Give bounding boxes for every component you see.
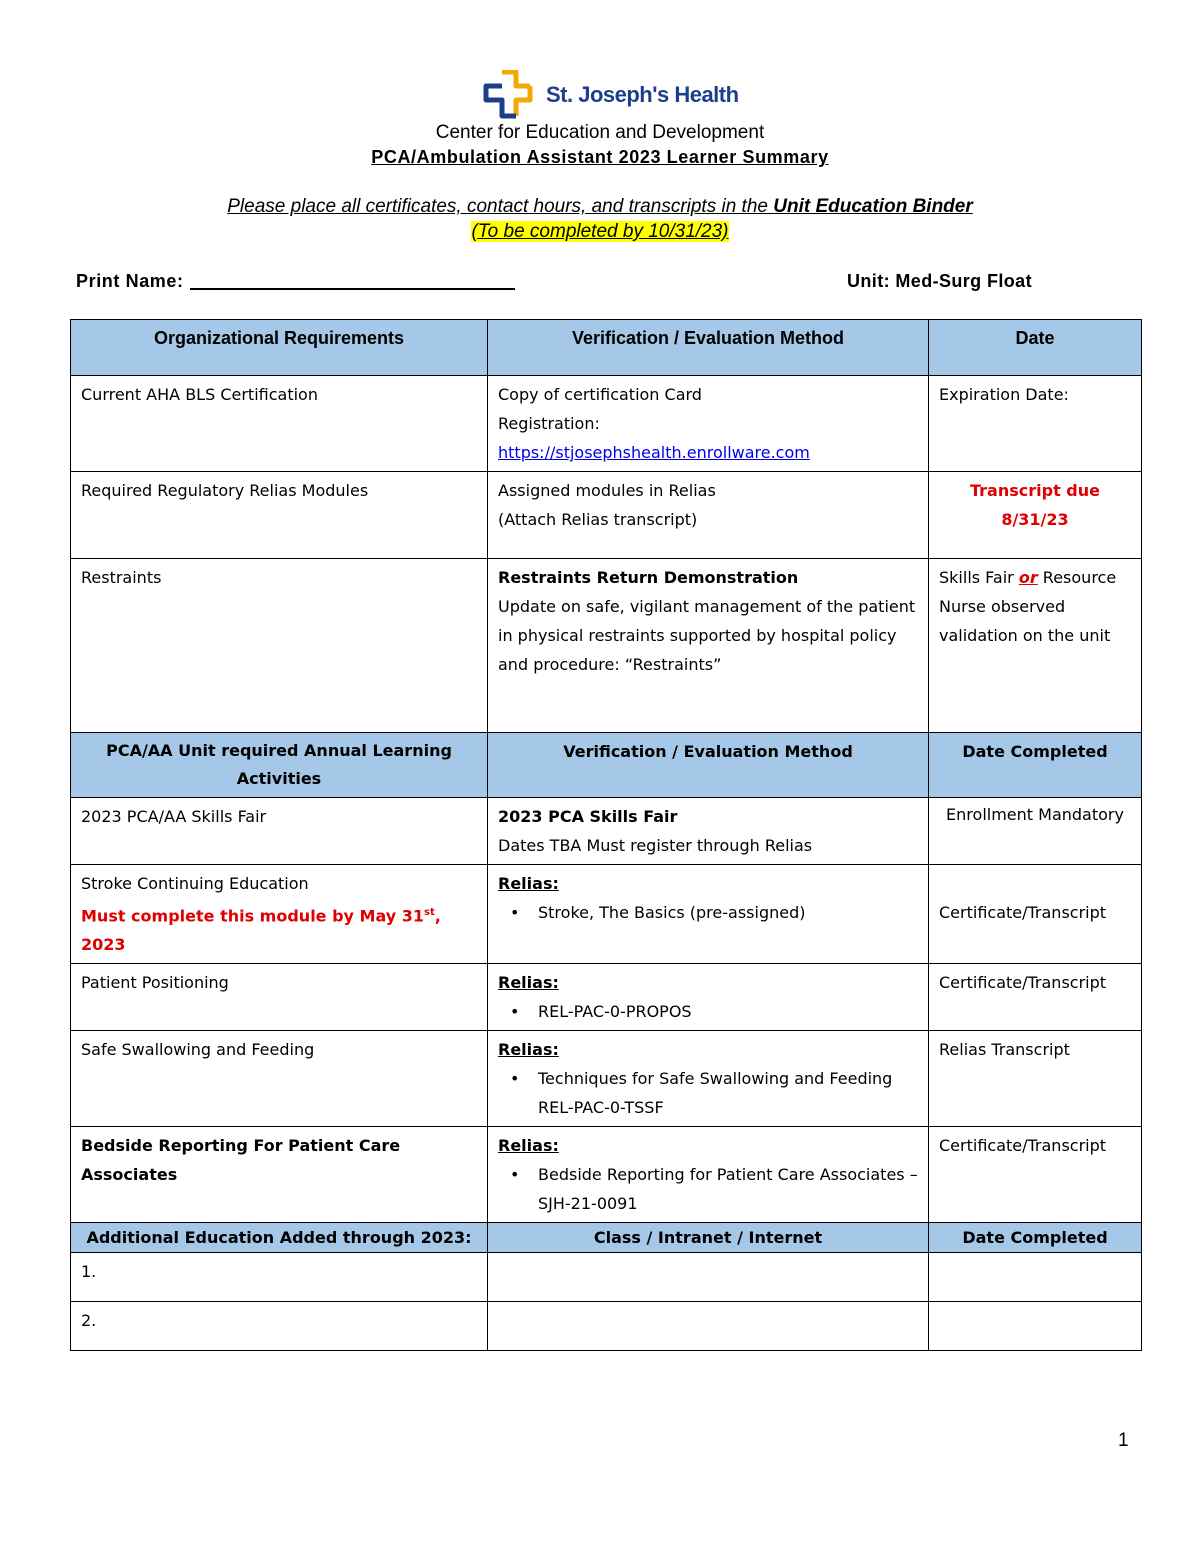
instruction-bold: Unit Education Binder: [773, 196, 973, 217]
relias-label: Relias:: [498, 973, 559, 993]
or-emphasis: or: [1018, 568, 1038, 587]
verification-title: Restraints Return Demonstration: [498, 568, 799, 587]
header-cell: Date: [929, 320, 1142, 376]
header-cell: Verification / Evaluation Method: [488, 320, 929, 376]
verification-cell: [488, 376, 929, 472]
activity-cell: Safe Swallowing and Feeding: [71, 1031, 488, 1127]
deadline-text: (To be completed by 10/31/23): [471, 221, 729, 242]
deadline-note: [81, 898, 477, 959]
verification-cell: [488, 472, 929, 559]
transcript-due-label: Transcript due: [970, 481, 1100, 500]
print-name-blank[interactable]: [190, 272, 515, 290]
verification-cell: [488, 559, 929, 733]
header-cell: Organizational Requirements: [71, 320, 488, 376]
deadline-note-end: , 2023: [81, 906, 441, 955]
verification-line: Copy of certification Card: [498, 385, 702, 404]
deadline: [0, 221, 1200, 243]
date-completed-cell[interactable]: [929, 1253, 1142, 1302]
requirement-cell: Restraints: [71, 559, 488, 733]
deadline-note-sup: st: [424, 907, 435, 918]
verification-cell: [488, 1127, 929, 1223]
date-cell: Certificate/Transcript: [929, 1127, 1142, 1223]
date-cell: Enrollment Mandatory: [929, 798, 1142, 865]
verification-body: Dates TBA Must register through Relias: [498, 836, 813, 855]
bullet-item: • Bedside Reporting for Patient Care Associates – SJH-21-0091: [498, 1160, 918, 1218]
table-row: [71, 472, 1142, 559]
additional-entry-cell[interactable]: 1.: [71, 1253, 488, 1302]
header-cell: PCA/AA Unit required Annual Learning Activities: [71, 733, 488, 798]
bullet-item: • REL-PAC-0-PROPOS: [498, 997, 918, 1026]
activity-cell: [71, 865, 488, 964]
activity-cell: 2023 PCA/AA Skills Fair: [71, 798, 488, 865]
enrollware-link[interactable]: https://stjosephshealth.enrollware.com: [498, 443, 810, 462]
page-number: 1: [1118, 1430, 1129, 1451]
date-text: Certificate/Transcript: [939, 903, 1107, 922]
class-cell[interactable]: [488, 1302, 929, 1351]
table-row: [71, 964, 1142, 1031]
verification-cell: [488, 798, 929, 865]
page-title: PCA/Ambulation Assistant 2023 Learner Summary: [371, 147, 829, 167]
relias-label: Relias:: [498, 1136, 559, 1156]
additional-header-row: [71, 1223, 1142, 1253]
requirement-cell: Required Regulatory Relias Modules: [71, 472, 488, 559]
verification-title: 2023 PCA Skills Fair: [498, 807, 678, 826]
date-cell: [929, 472, 1142, 559]
header-cell: Additional Education Added through 2023:: [71, 1223, 488, 1253]
learner-summary-table: [70, 319, 1142, 1351]
st-josephs-health-logo: [482, 70, 739, 120]
additional-entry-cell[interactable]: 2.: [71, 1302, 488, 1351]
date-completed-cell[interactable]: [929, 1302, 1142, 1351]
header-cell: Verification / Evaluation Method: [488, 733, 929, 798]
verification-body: Update on safe, vigilant management of the patient in physical restraints supported by hospital policy and procedure: “Restraints”: [498, 597, 916, 674]
verification-cell: [488, 964, 929, 1031]
logo-text: St. Joseph's Health: [546, 82, 739, 107]
print-name-row: [76, 271, 515, 292]
table-row: [71, 1253, 1142, 1302]
table-row: [71, 1031, 1142, 1127]
verification-line: (Attach Relias transcript): [498, 510, 698, 529]
date-text: Skills Fair: [939, 568, 1019, 587]
date-cell: Certificate/Transcript: [929, 964, 1142, 1031]
table-row: [71, 865, 1142, 964]
bullet-item: • Stroke, The Basics (pre-assigned): [498, 898, 918, 927]
requirement-cell: Current AHA BLS Certification: [71, 376, 488, 472]
unit-label: Unit: Med-Surg Float: [847, 271, 1032, 291]
cross-logo-icon: [482, 70, 538, 120]
relias-label: Relias:: [498, 874, 559, 893]
table-row: [71, 798, 1142, 865]
bullet-item: • Techniques for Safe Swallowing and Feeding REL-PAC-0-TSSF: [498, 1064, 918, 1122]
relias-label: Relias:: [498, 1040, 559, 1060]
verification-cell: [488, 1031, 929, 1127]
header-cell: Date Completed: [929, 1223, 1142, 1253]
activity-name: Stroke Continuing Education: [81, 874, 309, 893]
date-cell: [929, 865, 1142, 964]
date-cell: [929, 559, 1142, 733]
verification-line: Assigned modules in Relias: [498, 481, 716, 500]
date-cell: Expiration Date:: [929, 376, 1142, 472]
subtitle: Center for Education and Development: [435, 122, 765, 143]
activity-cell: Patient Positioning: [71, 964, 488, 1031]
header-cell: Class / Intranet / Internet: [488, 1223, 929, 1253]
instruction-text: Please place all certificates, contact hours, and transcripts in the: [227, 196, 774, 217]
instruction: [0, 196, 1200, 218]
table-row: [71, 559, 1142, 733]
table-row: [71, 1302, 1142, 1351]
deadline-note-text: Must complete this module by May 31: [81, 906, 425, 926]
table-row: [71, 376, 1142, 472]
activity-cell: Bedside Reporting For Patient Care Associates: [71, 1127, 488, 1223]
class-cell[interactable]: [488, 1253, 929, 1302]
print-name-label: Print Name:: [76, 271, 184, 291]
date-text: Resource Nurse observed validation on the unit: [939, 568, 1117, 645]
org-header-row: [71, 320, 1142, 376]
verification-line: Registration:: [498, 414, 600, 433]
table-row: [71, 1127, 1142, 1223]
transcript-due-date: 8/31/23: [1001, 510, 1069, 529]
date-cell: Relias Transcript: [929, 1031, 1142, 1127]
verification-cell: [488, 865, 929, 964]
header-cell: Date Completed: [929, 733, 1142, 798]
unit-header-row: [71, 733, 1142, 798]
